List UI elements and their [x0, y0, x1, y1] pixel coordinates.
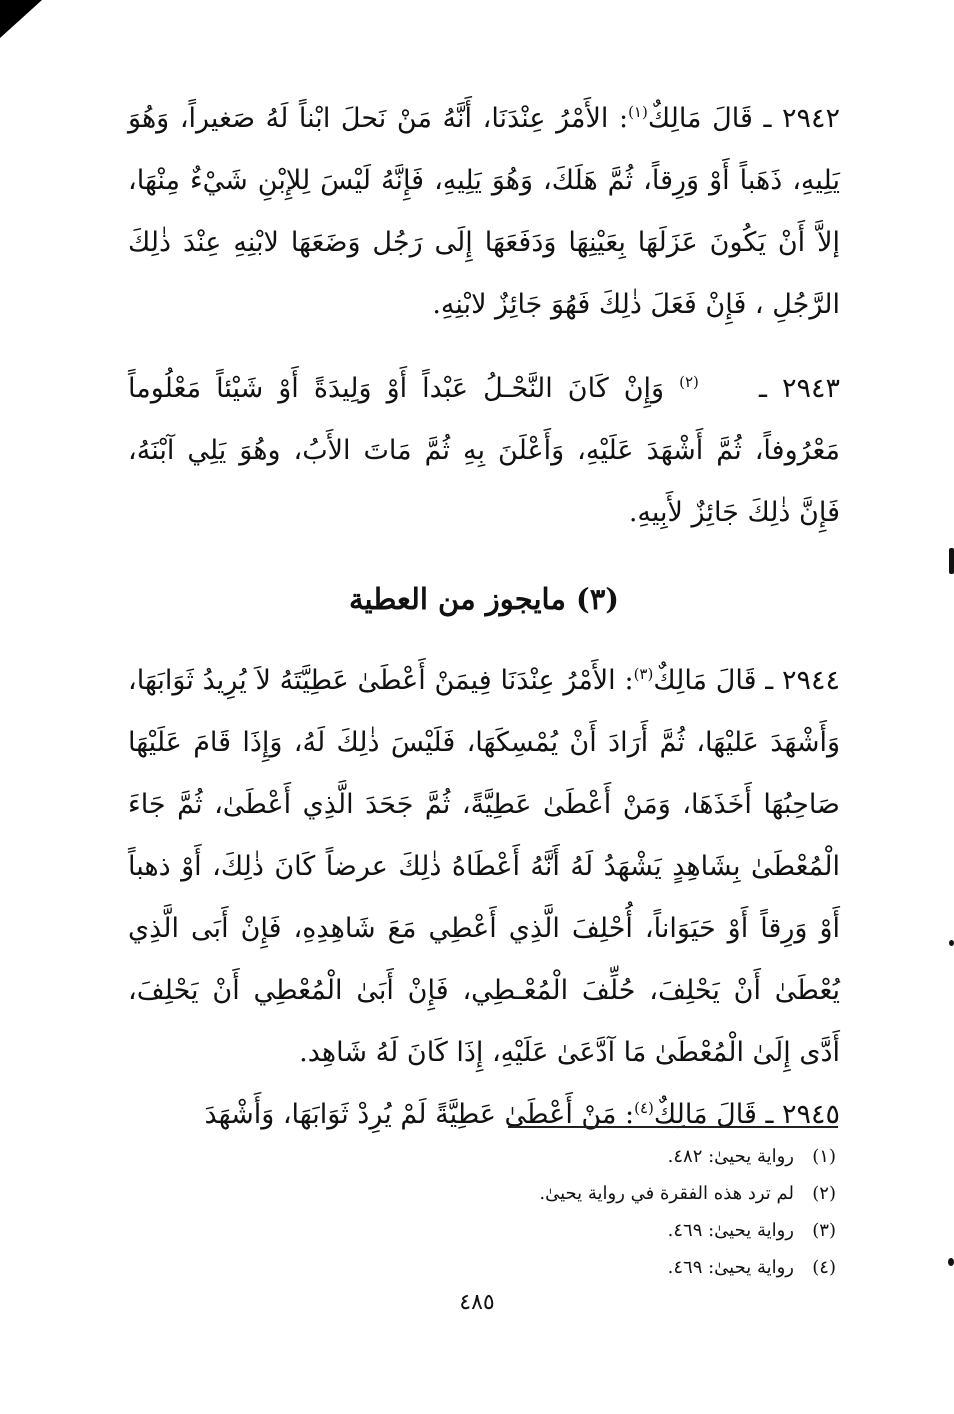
footnote-text: رواية يحيىٰ: ٤٨٢.	[667, 1146, 794, 1167]
footnote-ref: (٤)	[634, 1099, 654, 1117]
paragraph-text: : الأَمْرُ عِنْدَنَا، أَنَّهُ مَنْ نَحلَ ابْناً لَهُ صَغيراً، وَهُوَ يَلِيهِ، ذَهَباً أَوْ وَرِقاً، ثُمَّ هَلَكَ، وَهُوَ يَلِيهِ، فَإِنَّهُ لَيْسَ لِلإِبْنِ شَيْءٌ مِنْهَا، إلاَّ أَنْ يَكُونَ عَزَلَهَا بِعَيْنِهَا وَدَفَعَهَا إِلَى رَجُل وَضَعَهَا لابْنِهِ عِنْدَ ذٰلِكَ الرَّجُلِ ، فَإِنْ فَعَلَ ذٰلِكَ فَهُوَ جَائِزٌ لابْنِهِ.	[128, 103, 840, 320]
page-body	[128, 88, 840, 1146]
footnote-marker: (٣)	[812, 1220, 836, 1241]
paragraph-number: ٢٩٤٣	[781, 373, 840, 404]
paragraph-2942	[128, 88, 840, 336]
paragraph-text: وَإِنْ كَانَ النَّحْـلُ عَبْداً أَوْ وَلِيدَةً أَوْ شَيْئاً مَعْلُوماً مَعْرُوفاً، ثُمَّ أَشْهَدَ عَلَيْهِ، وَأَعْلَنَ بِهِ ثُمَّ مَاتَ الأَبُ، وهُوَ يَلِي آبْنَهُ، فَإِنَّ ذٰلِكَ جَائِزٌ لأَبِيهِ.	[128, 373, 840, 528]
footnote-item	[376, 1249, 836, 1286]
footnote-item	[376, 1138, 836, 1175]
footnote-divider	[508, 1126, 838, 1128]
footnote-text: لم ترد هذه الفقرة في رواية يحيىٰ.	[539, 1183, 794, 1204]
footnote-ref: (٣)	[633, 665, 654, 683]
paragraph-number: ٢٩٤٤	[782, 665, 841, 696]
scan-artifact	[948, 1258, 954, 1266]
section-heading: (٣) مايجوز من العطية	[348, 582, 620, 616]
footnote-ref: (١)	[628, 103, 648, 121]
paragraph-number: ٢٩٤٥	[781, 1099, 840, 1130]
footnote-marker: (٤)	[812, 1257, 836, 1278]
paragraph-lead: ـ	[759, 373, 767, 404]
paragraph-text: : مَنْ أَعْطَىٰ عَطِيَّةً لَمْ يُرِدْ ثَوَابَهَا، وَأَشْهَدَ	[204, 1099, 635, 1130]
footnote-ref: (٢)	[679, 373, 699, 391]
paragraph-2943	[128, 358, 840, 544]
scan-artifact	[949, 548, 954, 574]
paragraph-lead: ـ قَالَ مَالِكٌ	[647, 103, 772, 134]
footnote-item	[376, 1175, 836, 1212]
paragraph-2945	[128, 1084, 840, 1146]
footnote-text: رواية يحيىٰ: ٤٦٩.	[667, 1220, 794, 1241]
paragraph-2944	[128, 650, 840, 1084]
paragraph-lead: ـ قَالَ مَالِكٌ	[653, 1099, 774, 1130]
footnotes	[376, 1138, 836, 1286]
paragraph-text: : الأَمْرُ عِنْدَنَا فِيمَنْ أَعْطَىٰ عَطِيَّتَهُ لاَ يُرِيدُ ثَوَابَهَا، وَأَشْهَدَ عَليْهَا، ثُمَّ أَرَادَ أَنْ يُمْسِكَهَا، فَلَيْسَ ذٰلِكَ لَهُ، وَإِذَا قَامَ عَلَيْهَا صَاحِبُهَا أَخَذَهَا، وَمَنْ أَعْطَىٰ عَطِيَّةً، ثُمَّ جَحَدَ الَّذِي أَعْطَىٰ، ثُمَّ جَاءَ الْمُعْطَىٰ بِشَاهِدٍ يَشْهَدُ لَهُ أَنَّهُ أَعْطَاهُ ذٰلِكَ عرضاً كَانَ ذٰلِكَ، أَوْ ذهباً أَوْ وَرِقاً أَوْ حَيَوَاناً، أُحْلِفَ الَّذِي أَعْطِي مَعَ شَاهِدِهِ، فَإِنْ أَبَى الَّذِي يُعْطَىٰ أَنْ يَحْلِفَ، حُلِّفَ الْمُعْـطِي، فَإِنْ أَبَىٰ الْمُعْطِي أَنْ يَحْلِفَ، أَدَّى إِلَىٰ الْمُعْطَىٰ مَا آدَّعَىٰ عَلَيْهِ، إِذَا كَانَ لَهُ شَاهِد.	[128, 665, 840, 1068]
paragraph-lead: ـ قَالَ مَالِكٌ	[653, 665, 774, 696]
footnote-marker: (١)	[812, 1146, 836, 1167]
paragraph-number: ٢٩٤٢	[781, 103, 840, 134]
page-number: ٤٨٥	[459, 1290, 495, 1315]
scan-artifact	[949, 940, 954, 946]
corner-scan-mark	[0, 0, 42, 38]
footnote-item	[376, 1212, 836, 1249]
footnote-text: رواية يحيىٰ: ٤٦٩.	[667, 1257, 794, 1278]
footnote-marker: (٢)	[812, 1183, 836, 1204]
